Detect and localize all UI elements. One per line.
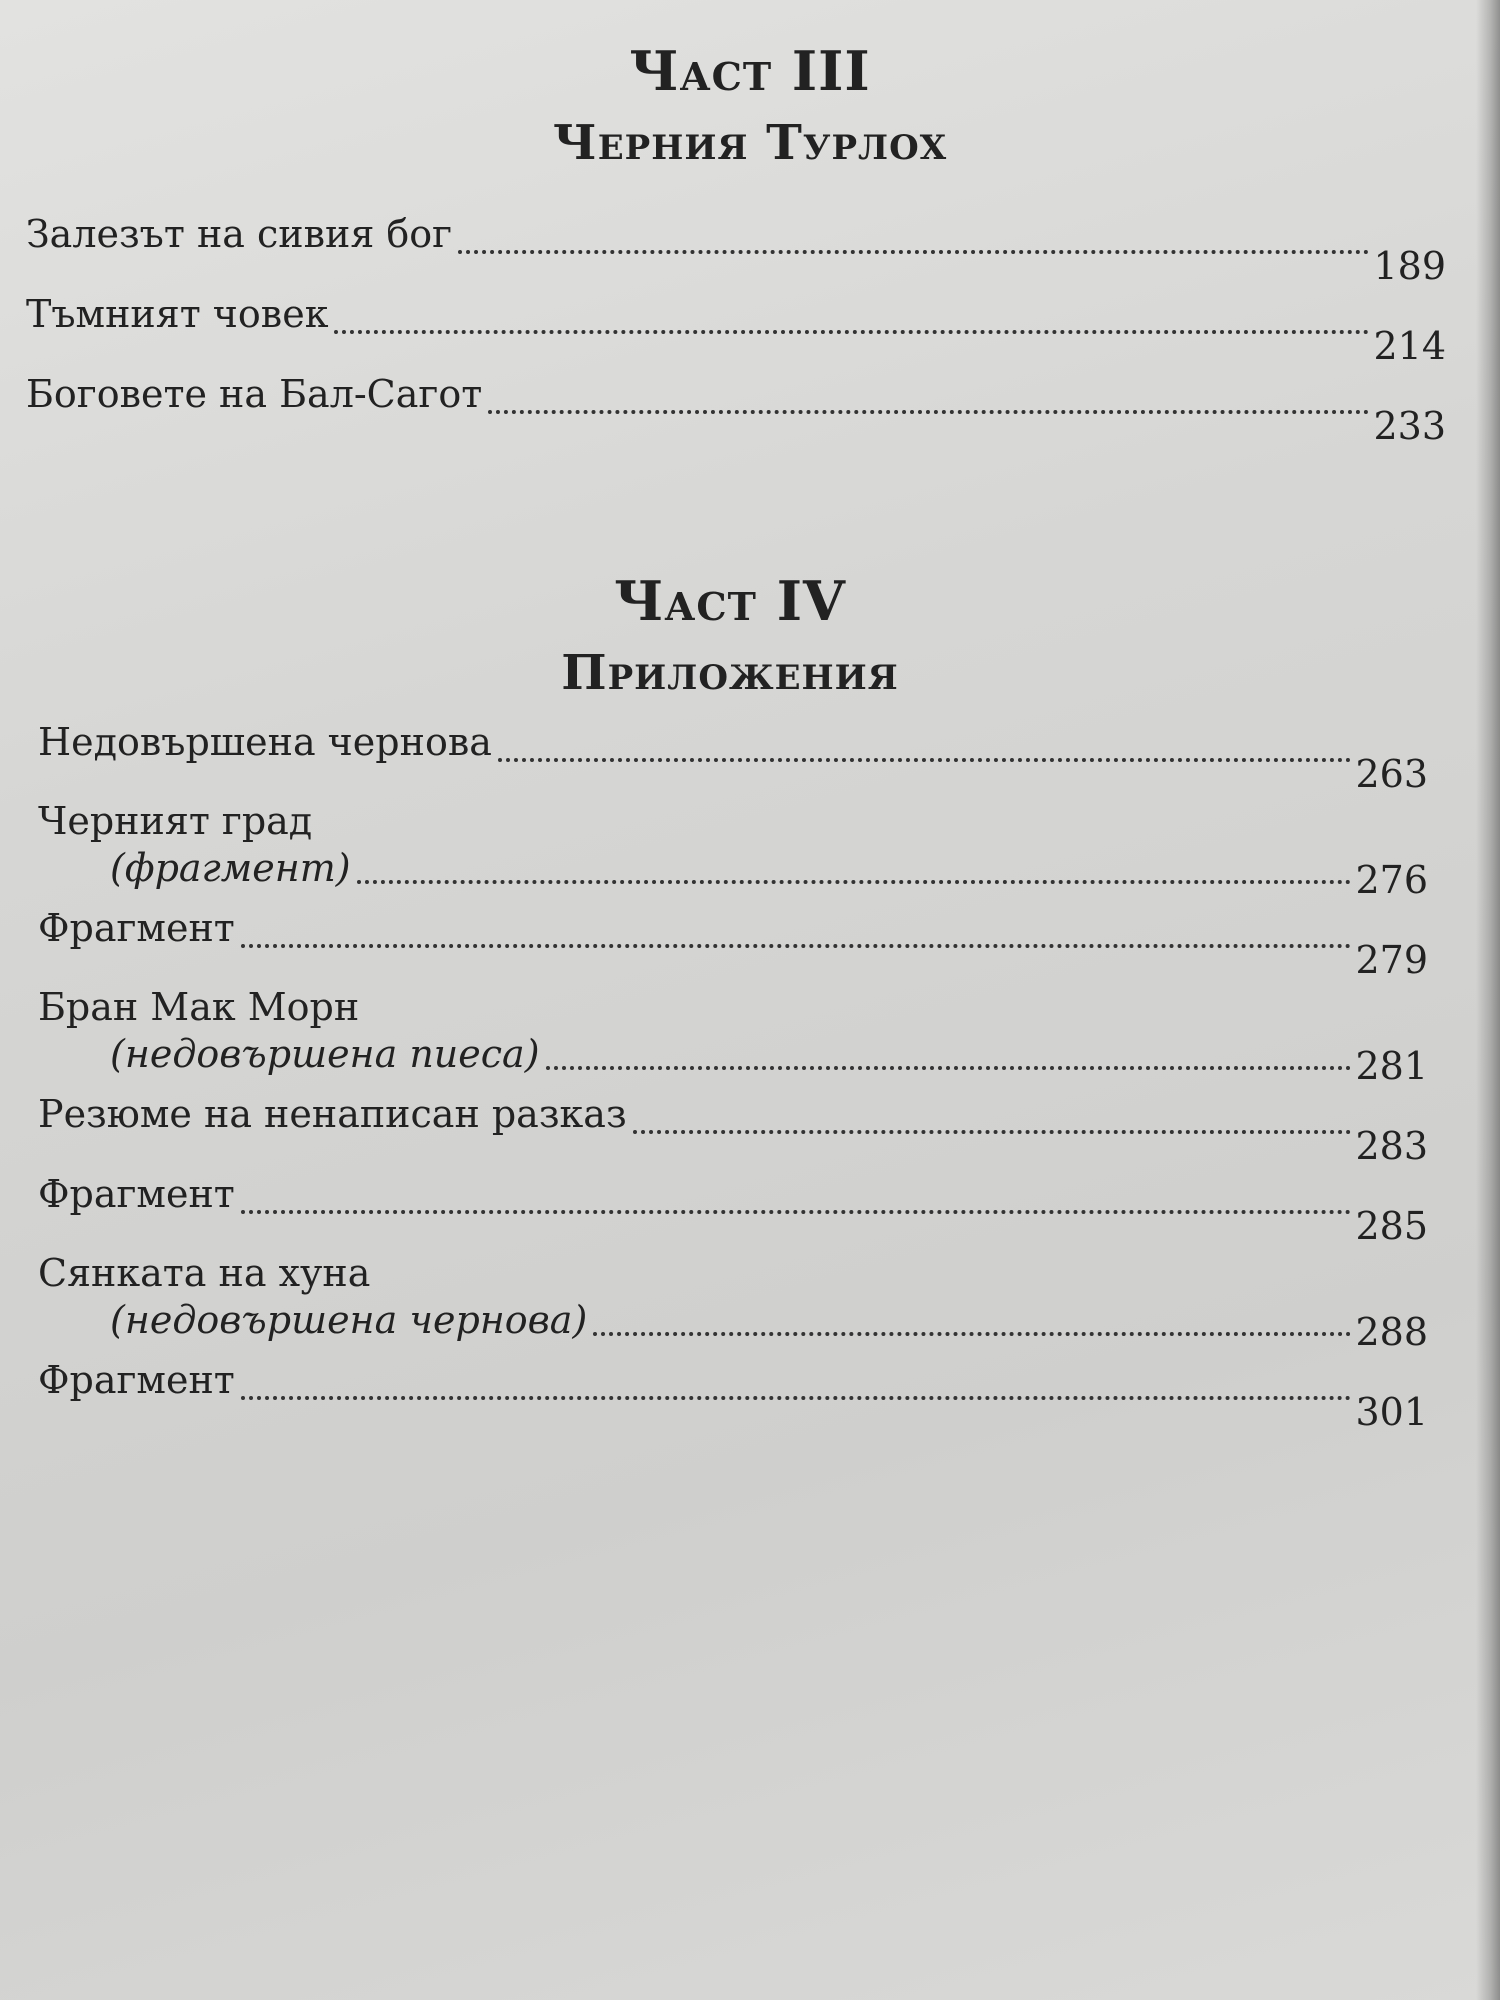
toc-entry-page: 285 bbox=[1355, 1204, 1428, 1248]
toc-entry-page: 189 bbox=[1373, 244, 1446, 288]
part-3-header bbox=[0, 38, 1500, 176]
part-4-toc bbox=[38, 718, 1428, 1436]
dot-leader bbox=[334, 330, 1369, 334]
toc-entry-title: Залезът на сивия бог bbox=[26, 212, 453, 256]
toc-entry[interactable] bbox=[38, 1356, 1428, 1436]
dot-leader bbox=[241, 1210, 1352, 1214]
toc-entry-title: Тъмният човек bbox=[26, 292, 329, 336]
dot-leader bbox=[241, 944, 1352, 948]
toc-entry[interactable] bbox=[38, 904, 1428, 984]
part-4-heading: Част IV bbox=[614, 569, 846, 633]
toc-entry-title: Сянката на хуна bbox=[38, 1251, 371, 1295]
dot-leader bbox=[488, 410, 1369, 414]
toc-entry-page: 263 bbox=[1355, 752, 1428, 796]
part-4-title: Приложения bbox=[561, 645, 899, 701]
toc-entry[interactable] bbox=[26, 290, 1446, 370]
toc-entry-page: 301 bbox=[1355, 1390, 1428, 1434]
toc-entry-subtitle: (недовършена чернова) bbox=[110, 1298, 588, 1342]
dot-leader bbox=[357, 880, 1352, 884]
toc-entry[interactable] bbox=[38, 984, 1428, 1090]
dot-leader bbox=[633, 1130, 1352, 1134]
part-4-header bbox=[0, 568, 1480, 706]
toc-entry[interactable] bbox=[38, 798, 1428, 904]
toc-entry[interactable] bbox=[38, 718, 1428, 798]
toc-entry-title: Боговете на Бал-Сагот bbox=[26, 372, 483, 416]
dot-leader bbox=[241, 1396, 1352, 1400]
toc-entry-title: Черният град bbox=[38, 799, 313, 843]
toc-entry-subtitle: (фрагмент) bbox=[110, 846, 351, 890]
toc-entry[interactable] bbox=[38, 1250, 1428, 1356]
part-3-title: Черния Турлох bbox=[552, 115, 948, 171]
toc-entry[interactable] bbox=[38, 1170, 1428, 1250]
toc-entry-page: 288 bbox=[1355, 1310, 1428, 1354]
toc-entry-title: Фрагмент bbox=[38, 1358, 235, 1402]
toc-entry[interactable] bbox=[38, 1090, 1428, 1170]
toc-entry-page: 233 bbox=[1373, 404, 1446, 448]
toc-entry-title: Резюме на ненаписан разказ bbox=[38, 1092, 627, 1136]
dot-leader bbox=[593, 1332, 1351, 1336]
toc-entry-page: 276 bbox=[1355, 858, 1428, 902]
toc-entry[interactable] bbox=[26, 370, 1446, 450]
toc-entry-title: Фрагмент bbox=[38, 1172, 235, 1216]
dot-leader bbox=[546, 1066, 1352, 1070]
toc-entry-page: 283 bbox=[1355, 1124, 1428, 1168]
toc-entry-title: Бран Мак Морн bbox=[38, 985, 360, 1029]
page-edge-shadow bbox=[1476, 0, 1500, 2000]
toc-entry-title: Фрагмент bbox=[38, 906, 235, 950]
toc-entry-subtitle: (недовършена пиеса) bbox=[110, 1032, 540, 1076]
dot-leader bbox=[458, 250, 1369, 254]
toc-entry-title: Недовършена чернова bbox=[38, 720, 492, 764]
toc-entry-page: 279 bbox=[1355, 938, 1428, 982]
toc-entry[interactable] bbox=[26, 210, 1446, 290]
part-3-heading: Част III bbox=[629, 39, 871, 103]
dot-leader bbox=[498, 758, 1352, 762]
toc-entry-page: 214 bbox=[1373, 324, 1446, 368]
part-3-toc bbox=[26, 210, 1446, 450]
toc-entry-page: 281 bbox=[1355, 1044, 1428, 1088]
